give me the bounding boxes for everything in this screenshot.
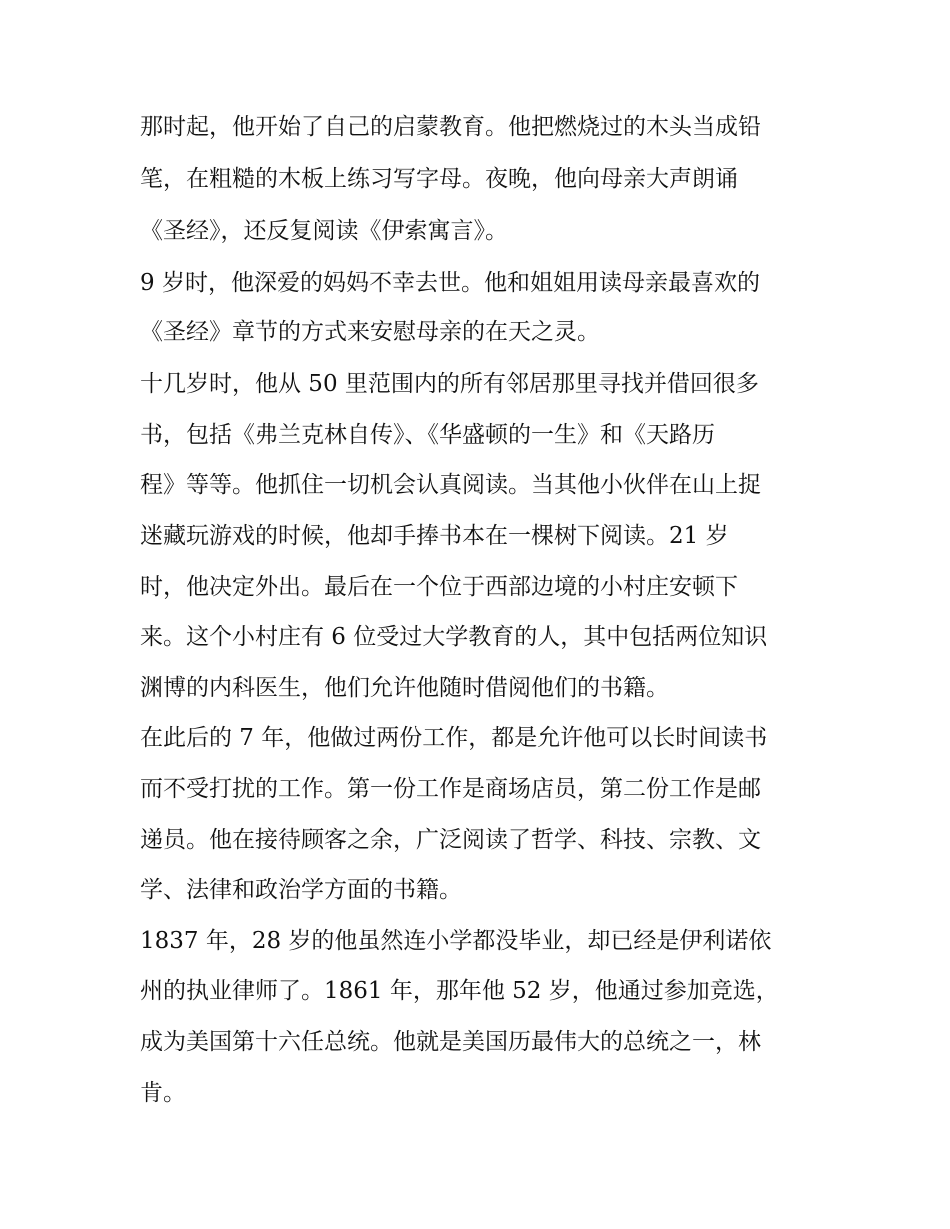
text-line-18: 州的执业律师了。1861 年，那年他 52 岁，他通过参加竞选， xyxy=(140,978,779,1004)
text-line-3: 《圣经》，还反复阅读《伊索寓言》。 xyxy=(140,218,508,244)
text-line-4: 9 岁时，他深爱的妈妈不幸去世。他和姐姐用读母亲最喜欢的 xyxy=(140,270,760,296)
text-line-8: 程》等等。他抓住一切机会认真阅读。当其他小伙伴在山上捉 xyxy=(140,472,761,498)
text-line-13: 在此后的 7 年，他做过两份工作，都是允许他可以长时间读书 xyxy=(140,725,768,751)
text-line-17: 1837 年，28 岁的他虽然连小学都没毕业，却已经是伊利诺依 xyxy=(140,928,772,954)
text-line-6: 十几岁时，他从 50 里范围内的所有邻居那里寻找并借回很多 xyxy=(140,371,759,397)
text-line-15: 递员。他在接待顾客之余，广泛阅读了哲学、科技、宗教、文 xyxy=(140,827,761,853)
text-line-2: 笔，在粗糙的木板上练习写字母。夜晚，他向母亲大声朗诵 xyxy=(140,166,738,192)
text-line-14: 而不受打扰的工作。第一份工作是商场店员，第二份工作是邮 xyxy=(140,776,761,802)
text-line-7: 书，包括《弗兰克林自传》、《华盛顿的一生》和《天路历 xyxy=(140,422,715,448)
text-line-16: 学、法律和政治学方面的书籍。 xyxy=(140,877,462,903)
text-line-12: 渊博的内科医生，他们允许他随时借阅他们的书籍。 xyxy=(140,675,669,701)
text-line-1: 那时起，他开始了自己的启蒙教育。他把燃烧过的木头当成铅 xyxy=(140,114,761,140)
text-line-19: 成为美国第十六任总统。他就是美国历最伟大的总统之一，林 xyxy=(140,1029,761,1055)
text-line-11: 来。这个小村庄有 6 位受过大学教育的人，其中包括两位知识 xyxy=(140,624,768,650)
text-line-20: 肯。 xyxy=(140,1080,186,1106)
text-line-9: 迷藏玩游戏的时候，他却手捧书本在一棵树下阅读。21 岁 xyxy=(140,523,729,549)
text-line-5: 《圣经》章节的方式来安慰母亲的在天之灵。 xyxy=(140,319,600,345)
text-line-10: 时，他决定外出。最后在一个位于西部边境的小村庄安顿下 xyxy=(140,574,738,600)
